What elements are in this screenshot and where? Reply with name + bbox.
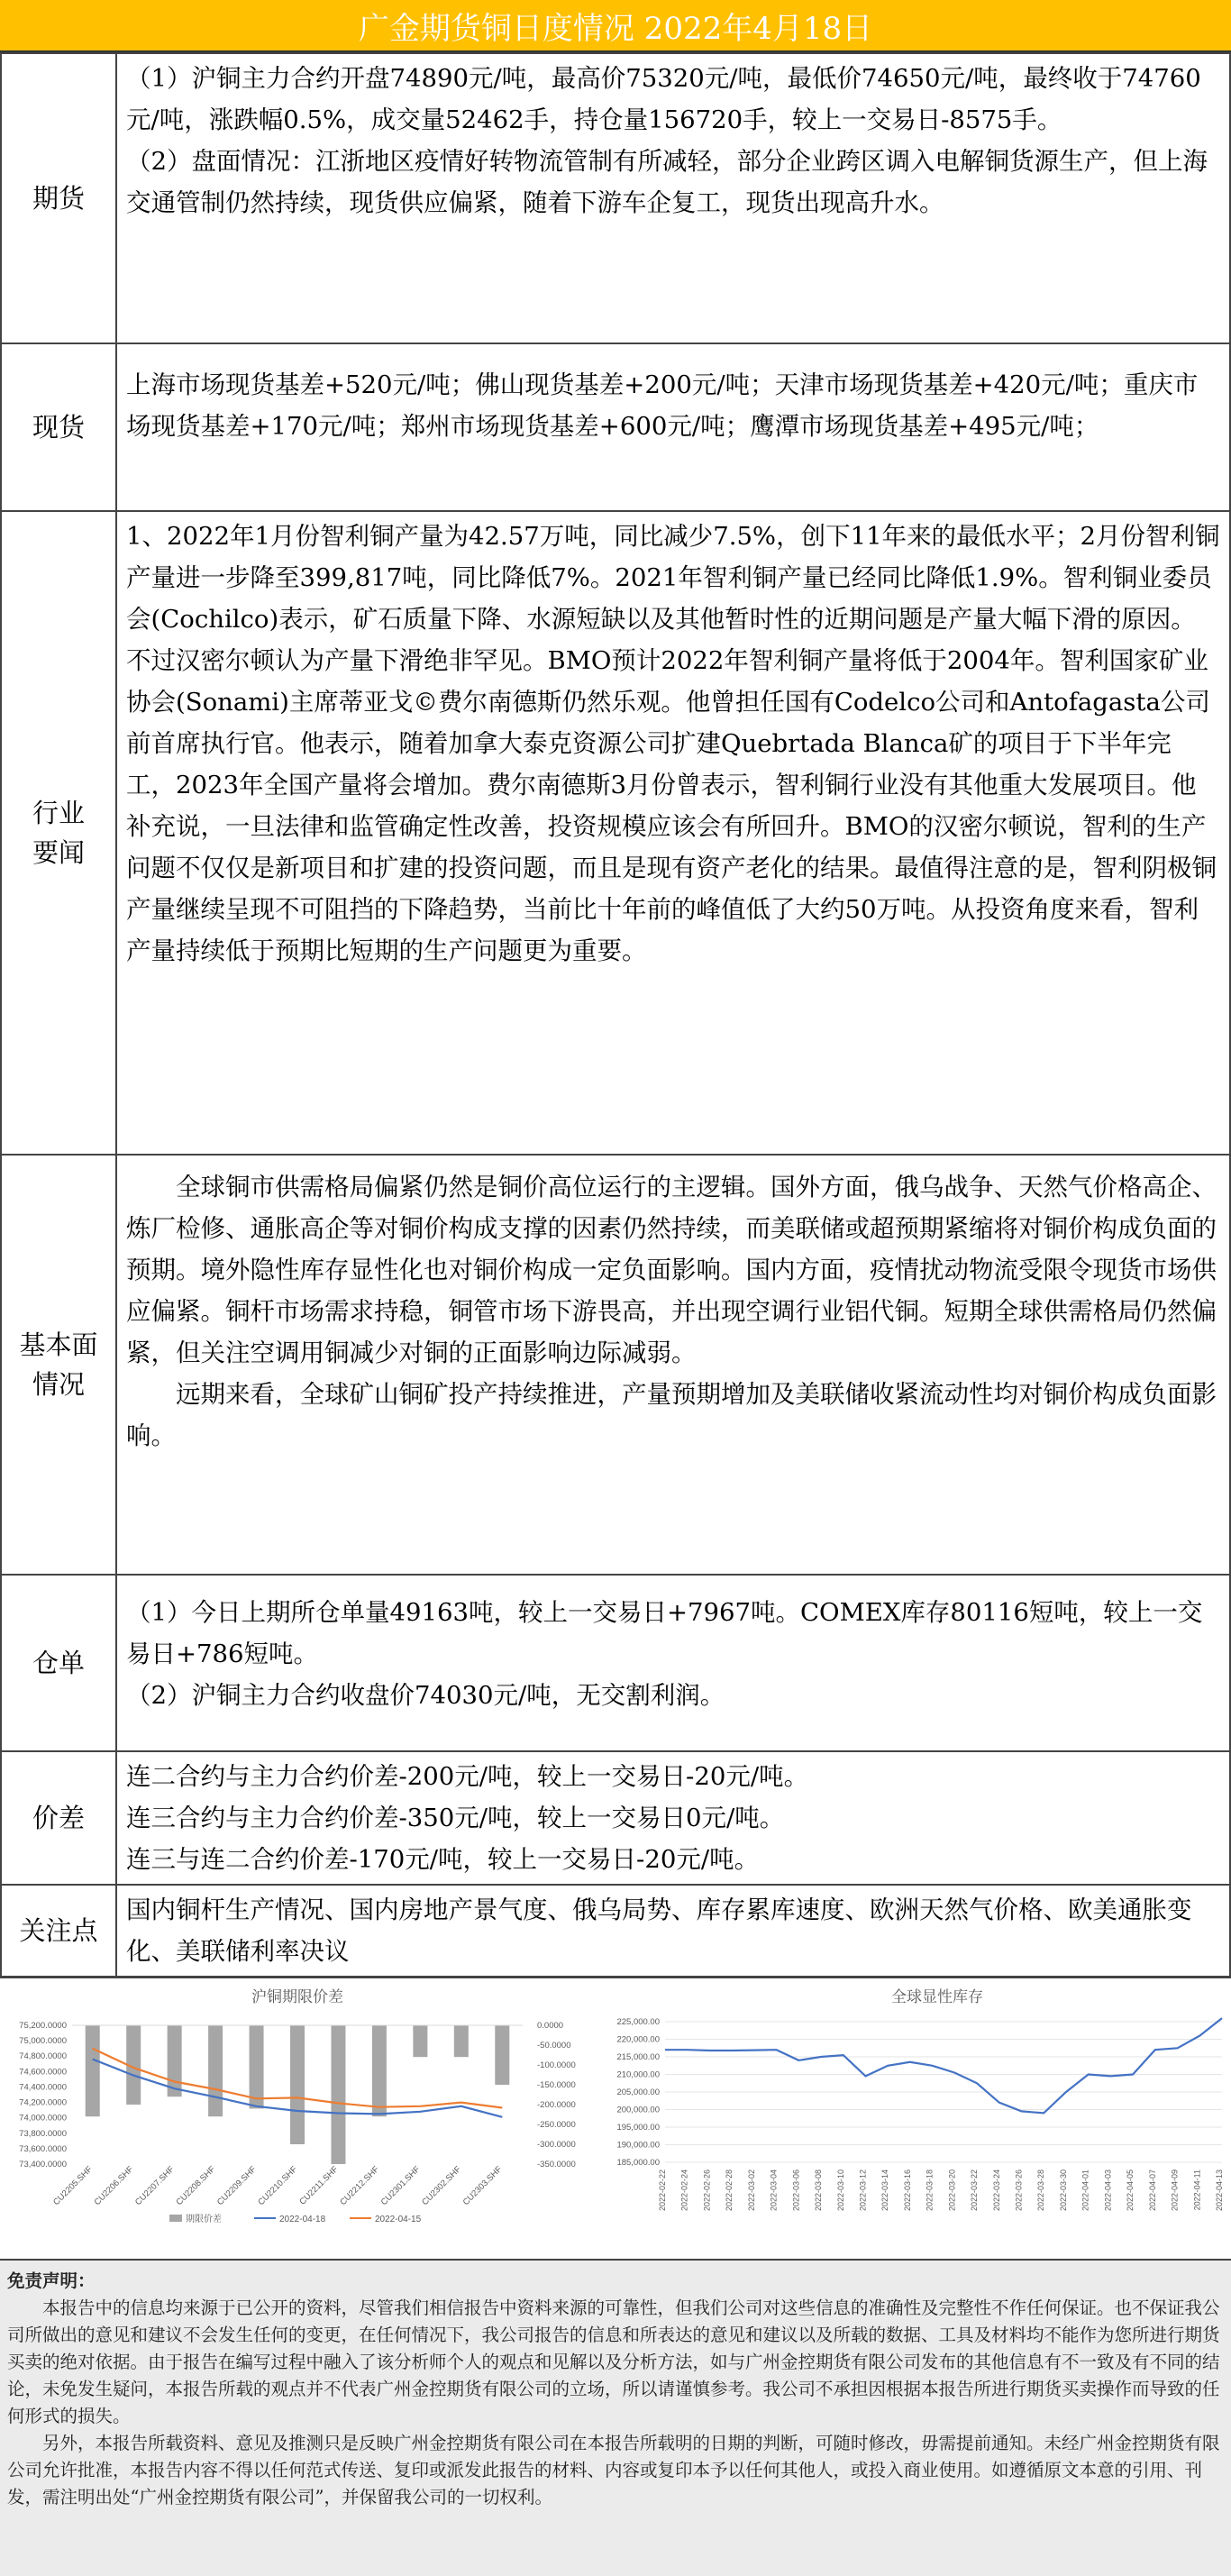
chart2-y-tick: 225,000.00 (616, 2017, 660, 2027)
chart2-x-tick: 2022-03-12 (858, 2170, 868, 2212)
label-futures: 期货 (1, 53, 116, 343)
chart1-x-tick: CU2206.SHF (92, 2164, 136, 2208)
chart2-x-tick: 2022-03-04 (769, 2170, 779, 2212)
chart2-x-tick: 2022-02-28 (725, 2170, 734, 2212)
chart1-bar (454, 2025, 469, 2057)
disclaimer (0, 2261, 1231, 2576)
chart2-x-tick: 2022-02-26 (702, 2170, 712, 2212)
chart2-x-tick: 2022-04-03 (1103, 2170, 1113, 2212)
disclaimer-p2: 另外，本报告所载资料、意见及推测只是反映广州金控期货有限公司在本报告所载明的日期的判断，可随时修改，毋需提前通知。未经广州金控期货有限公司允许批准，本报告内容不得以任何范式传送、复印或派发此报告的材料、内容或复印本予以任何其他人，或投入商业使用。如遵循原文本意的引用、刊发，需注明出处“广州金控期货有限公司”，并保留我公司的一切权利。 (7, 2433, 1220, 2507)
chart2-x-tick: 2022-04-07 (1147, 2170, 1157, 2212)
content-focus (116, 1885, 1230, 1977)
content-spread (116, 1751, 1230, 1885)
chart2-x-tick: 2022-04-01 (1081, 2170, 1090, 2212)
label-focus: 关注点 (1, 1885, 116, 1977)
chart1-bar (413, 2025, 427, 2057)
chart2-x-tick: 2022-03-18 (925, 2170, 935, 2212)
chart2-x-tick: 2022-03-24 (991, 2170, 1001, 2212)
chart1-legend-2: 2022-04-15 (375, 2215, 422, 2224)
chart-global-inventory (595, 1978, 1231, 2259)
chart1-right-tick: -300.0000 (537, 2140, 576, 2150)
fundamentals-p2: 远期来看，全球矿山铜矿投产持续推进，产量预期增加及美联储收紧流动性均对铜价构成负面影响。 (126, 1380, 1217, 1450)
chart1-legend-1: 2022-04-18 (279, 2215, 326, 2224)
row-spot (1, 343, 1230, 511)
chart2-x-tick: 2022-02-24 (679, 2170, 689, 2212)
label-fundamentals (1, 1155, 116, 1575)
chart2-y-tick: 200,000.00 (616, 2105, 660, 2115)
row-news (1, 511, 1230, 1155)
chart1-x-tick: CU2205.SHF (51, 2164, 95, 2208)
chart2-x-tick: 2022-03-28 (1036, 2170, 1046, 2212)
row-spread (1, 1751, 1230, 1885)
chart1-x-tick: CU2211.SHF (297, 2164, 341, 2207)
chart1-x-tick: CU2207.SHF (133, 2164, 177, 2208)
chart1-legend-bar: 期限价差 (186, 2215, 222, 2224)
chart1-left-tick: 74,400.0000 (19, 2082, 67, 2093)
spread-l2: 连三合约与主力合约价差-350元/吨，较上一交易日0元/吨。 (126, 1804, 785, 1832)
label-spread: 价差 (1, 1751, 116, 1885)
chart2-y-tick: 210,000.00 (616, 2069, 660, 2080)
spot-p1: 上海市场现货基差+520元/吨；佛山现货基差+200元/吨；天津市场现货基差+420元/吨；重庆市场现货基差+170元/吨；郑州市场现货基差+600元/吨；鹰潭市场现货基差+495元/吨； (126, 370, 1199, 441)
chart1-x-tick: CU2210.SHF (256, 2164, 300, 2208)
chart1-right-tick: -150.0000 (537, 2080, 576, 2090)
chart1-left-tick: 75,000.0000 (19, 2036, 67, 2047)
disclaimer-p1: 本报告中的信息均来源于已公开的资料，尽管我们相信报告中资料来源的可靠性，但我们公司对这些信息的准确性及完整性不作任何保证。也不保证我公司所做出的意见和建议不会发生任何的变更，在任何情况下，我公司报告的信息和所表达的意见和建议以及所载的数据、工具及材料均不能作为您所进行期货买卖的绝对依据。由于报告在编写过程中融入了该分析师个人的观点和见解以及分析方法，如与广州金控期货有限公司发布的其他信息有不一致及有不同的结论，未免发生疑问，本报告所载的观点并不代表广州金控期货有限公司的立场，所以请谨慎参考。我公司不承担因根据本报告所进行期货买卖操作而导致的任何形式的损失。 (7, 2297, 1220, 2426)
chart2-y-tick: 185,000.00 (616, 2158, 660, 2168)
chart1-left-tick: 73,400.0000 (19, 2160, 67, 2170)
chart2-y-tick: 220,000.00 (616, 2034, 660, 2045)
chart2-x-tick: 2022-03-06 (791, 2170, 801, 2212)
disclaimer-title: 免责声明： (7, 2270, 96, 2291)
chart2-line (665, 2018, 1222, 2113)
chart2-y-tick: 195,000.00 (616, 2123, 660, 2133)
chart2-x-tick: 2022-03-10 (835, 2170, 845, 2212)
chart1-left-tick: 74,000.0000 (19, 2113, 67, 2124)
chart2-x-tick: 2022-03-16 (902, 2170, 912, 2212)
chart1-left-tick: 73,600.0000 (19, 2143, 67, 2154)
chart2-x-tick: 2022-03-30 (1058, 2170, 1068, 2212)
report-title (0, 0, 1231, 52)
chart2-x-tick: 2022-03-14 (880, 2170, 890, 2212)
row-fundamentals (1, 1155, 1230, 1575)
chart1-bar (208, 2025, 223, 2116)
content-futures (116, 53, 1230, 343)
label-news-1: 行业 (32, 798, 85, 828)
chart1-x-tick: CU2209.SHF (214, 2164, 259, 2208)
chart1-right-tick: -100.0000 (537, 2060, 576, 2070)
report-title-text: 广金期货铜日度情况 2022年4月18日 (358, 10, 873, 47)
chart1-bar (86, 2025, 100, 2116)
chart2-y-tick: 190,000.00 (616, 2140, 660, 2151)
chart2-x-tick: 2022-04-11 (1192, 2170, 1202, 2211)
label-spot: 现货 (1, 343, 116, 511)
label-fundamentals-1: 基本面 (19, 1329, 98, 1360)
spread-l3: 连三与连二合约价差-170元/吨，较上一交易日-20元/吨。 (126, 1845, 760, 1874)
chart2-y-tick: 215,000.00 (616, 2052, 660, 2062)
chart1-right-tick: -250.0000 (537, 2120, 576, 2130)
fundamentals-p1: 全球铜市供需格局偏紧仍然是铜价高位运行的主逻辑。国外方面，俄乌战争、天然气价格高企、炼厂检修、通胀高企等对铜价构成支撑的因素仍然持续，而美联储或超预期紧缩将对铜价构成负面的预期。境外隐性库存显性化也对铜价构成一定负面影响。国内方面，疫情扰动物流受限令现货市场供应偏紧。铜杆市场需求持稳，铜管市场下游畏高，并出现空调行业铝代铜。短期全球供需格局仍然偏紧，但关注空调用铜减少对铜的正面影响边际减弱。 (126, 1173, 1217, 1367)
chart2-x-tick: 2022-04-05 (1126, 2170, 1135, 2212)
chart1-title: 沪铜期限价差 (251, 1988, 343, 2005)
focus-p1: 国内铜杆生产情况、国内房地产景气度、俄乌局势、库存累库速度、欧洲天然气价格、欧美通胀变化、美联储利率决议 (126, 1895, 1192, 1966)
chart1-bar (290, 2025, 305, 2144)
content-spot (116, 343, 1230, 511)
label-fundamentals-2: 情况 (32, 1369, 85, 1400)
label-warehouse: 仓单 (1, 1575, 116, 1751)
futures-p1: （1）沪铜主力合约开盘74890元/吨，最高价75320元/吨，最低价74650元/吨，最终收于74760元/吨，涨跌幅0.5%，成交量52462手，持仓量156720手，较上一交易日-8575手。 (126, 64, 1201, 134)
chart1-left-tick: 74,200.0000 (19, 2097, 67, 2108)
chart2-x-tick: 2022-04-09 (1170, 2170, 1180, 2212)
futures-p2: （2）盘面情况：江浙地区疫情好转物流管制有所减轻，部分企业跨区调入电解铜货源生产，但上海交通管制仍然持续，现货供应偏紧，随着下游车企复工，现货出现高升水。 (126, 147, 1208, 217)
chart1-bar (250, 2025, 264, 2108)
content-warehouse (116, 1575, 1230, 1751)
chart-term-spread (0, 1978, 586, 2259)
chart1-x-tick: CU2302.SHF (420, 2164, 463, 2208)
warehouse-p1: （1）今日上期所仓单量49163吨，较上一交易日+7967吨。COMEX库存80116短吨，较上一交易日+786短吨。 (126, 1598, 1203, 1668)
chart1-left-tick: 74,600.0000 (19, 2067, 67, 2078)
chart2-title: 全球显性库存 (891, 1988, 983, 2005)
chart2-y-tick: 205,000.00 (616, 2087, 660, 2097)
row-focus (1, 1885, 1230, 1977)
warehouse-p2: （2）沪铜主力合约收盘价74030元/吨，无交割利润。 (126, 1681, 725, 1710)
chart1-bar (331, 2025, 345, 2164)
charts-area (0, 1977, 1231, 2261)
chart1-bar (372, 2025, 387, 2116)
content-news (116, 511, 1230, 1155)
chart1-right-tick: -50.0000 (537, 2041, 571, 2051)
chart2-x-tick: 2022-04-13 (1215, 2170, 1224, 2212)
chart1-right-tick: 0.0000 (537, 2021, 564, 2031)
row-warehouse (1, 1575, 1230, 1751)
chart2-x-tick: 2022-03-08 (814, 2170, 824, 2212)
chart1-x-tick: CU2301.SHF (378, 2164, 423, 2208)
chart1-x-tick: CU2303.SHF (460, 2164, 505, 2208)
chart1-right-tick: -200.0000 (537, 2100, 576, 2110)
chart1-left-tick: 74,800.0000 (19, 2051, 67, 2062)
spread-l1: 连二合约与主力合约价差-200元/吨，较上一交易日-20元/吨。 (126, 1762, 809, 1791)
chart1-left-tick: 75,200.0000 (19, 2021, 67, 2031)
chart2-x-tick: 2022-03-22 (970, 2170, 980, 2212)
row-futures (1, 53, 1230, 343)
content-fundamentals (116, 1155, 1230, 1575)
label-news-2: 要闻 (32, 837, 85, 868)
chart1-x-tick: CU2208.SHF (174, 2164, 218, 2208)
chart2-x-tick: 2022-02-22 (658, 2170, 667, 2212)
chart1-bar (495, 2025, 509, 2085)
chart1-legend-swatch-bar (169, 2215, 182, 2222)
chart1-left-tick: 73,800.0000 (19, 2128, 67, 2139)
label-news (1, 511, 116, 1155)
report-table (0, 52, 1231, 1978)
chart2-x-tick: 2022-03-02 (746, 2170, 756, 2212)
chart1-x-tick: CU2212.SHF (338, 2164, 382, 2208)
news-p1: 1、2022年1月份智利铜产量为42.57万吨，同比减少7.5%，创下11年来的最低水平；2月份智利铜产量进一步降至399,817吨，同比降低7%。2021年智利铜产量已经同比降低1.9%。智利铜业委员会(Cochilco)表示，矿石质量下降、水源短缺以及其他暂时性的近期问题是产量大幅下滑的原因。不过汉密尔顿认为产量下滑绝非罕见。BMO预计2022年智利铜产量将低于2004年。智利国家矿业协会(Sonami)主席蒂亚戈©费尔南德斯仍然乐观。他曾担任国有Codelco公司和Antofagasta公司前首席执行官。他表示，随着加拿大泰克资源公司扩建Quebrtada Blanca矿的项目于下半年完工，2023年全国产量将会增加。费尔南德斯3月份曾表示，智利铜行业没有其他重大发展项目。他补充说，一旦法律和监管确定性改善，投资规模应该会有所回升。BMO的汉密尔顿说，智利的生产问题不仅仅是新项目和扩建的投资问题，而且是现有资产老化的结果。最值得注意的是，智利阴极铜产量继续呈现不可阻挡的下降趋势，当前比十年前的峰值低了大约50万吨。从投资角度来看，智利产量持续低于预期比短期的生产问题更为重要。 (126, 522, 1220, 965)
chart1-right-tick: -350.0000 (537, 2160, 576, 2170)
chart2-x-tick: 2022-03-26 (1014, 2170, 1024, 2212)
chart2-x-tick: 2022-03-20 (947, 2170, 957, 2212)
